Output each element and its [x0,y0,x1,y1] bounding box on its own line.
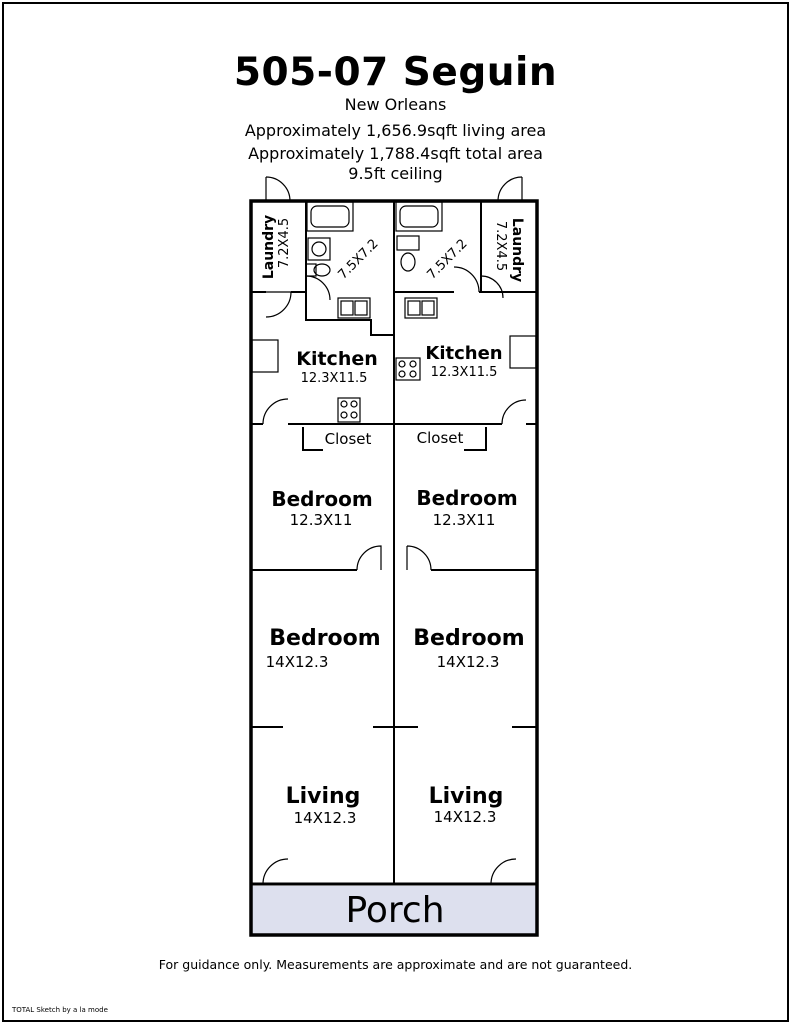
toilet-right [397,236,419,271]
closet-right-name: Closet [416,429,464,447]
kitchen-right-name: Kitchen [425,343,503,364]
porch-name: Porch [345,890,445,931]
disclaimer: For guidance only. Measurements are approximate and are not guaranteed. [158,957,633,972]
bedroom1-left-name: Bedroom [271,487,373,511]
stove-right [396,358,420,380]
kitchen-right-size: 12.3X11.5 [430,365,498,380]
total-area-label: Approximately 1,788.4sqft total area [248,144,543,163]
laundry-right-size: 7.2X4.5 [493,220,508,272]
living-right-name: Living [428,784,504,809]
door-kitchen-right [502,400,526,424]
laundry-left-name: Laundry [261,214,277,280]
ceiling-label: 9.5ft ceiling [348,164,443,183]
door-laundry-left [266,177,290,201]
page-title: 505-07 Seguin [233,50,558,95]
door-bath-right [454,267,479,292]
closet-left-name: Closet [324,430,372,448]
laundry-right-name: Laundry [509,217,525,283]
living-left-name: Living [285,784,361,809]
bath-sink-left [308,238,330,260]
bedroom1-left-size: 12.3X11 [289,511,353,529]
bedroom1-right-name: Bedroom [416,486,518,510]
closet-right-outline [464,427,486,450]
bath-right-size: 7.5X7.2 [424,236,471,283]
door-laundry-right [498,177,522,201]
bathtub-right [396,202,442,231]
stove-left [338,398,360,422]
door-bedroom-right [407,546,431,570]
door-bedroom-left [357,546,381,570]
refrigerator-left [252,340,278,372]
living-right-size: 14X12.3 [433,808,497,826]
door-laundry-inner-left [266,292,291,317]
bedroom2-left-name: Bedroom [269,626,381,651]
door-kitchen-left [263,399,288,424]
living-area-label: Approximately 1,656.9sqft living area [244,121,547,140]
door-bath-left [306,276,330,300]
city-label: New Orleans [344,95,447,114]
software-credit: TOTAL Sketch by a la mode [12,1006,108,1014]
refrigerator-right [510,336,536,368]
kitchen-left-size: 12.3X11.5 [300,371,368,386]
bedroom2-left-size: 14X12.3 [265,653,329,671]
toilet-left [306,264,330,276]
door-front-right [491,859,516,884]
closet-left-outline [303,427,323,450]
bath-left-size: 7.5X7.2 [335,236,382,283]
bathtub-left [307,202,353,231]
bedroom2-right-name: Bedroom [413,626,525,651]
kitchen-left-name: Kitchen [296,348,378,370]
living-left-size: 14X12.3 [293,809,357,827]
door-front-left [263,859,288,884]
bedroom2-right-size: 14X12.3 [436,653,500,671]
door-laundry-inner-right [481,276,503,298]
kitchen-sink-left [338,298,370,318]
kitchen-sink-right [405,298,437,318]
bedroom1-right-size: 12.3X11 [432,511,496,529]
laundry-left-size: 7.2X4.5 [277,217,292,269]
